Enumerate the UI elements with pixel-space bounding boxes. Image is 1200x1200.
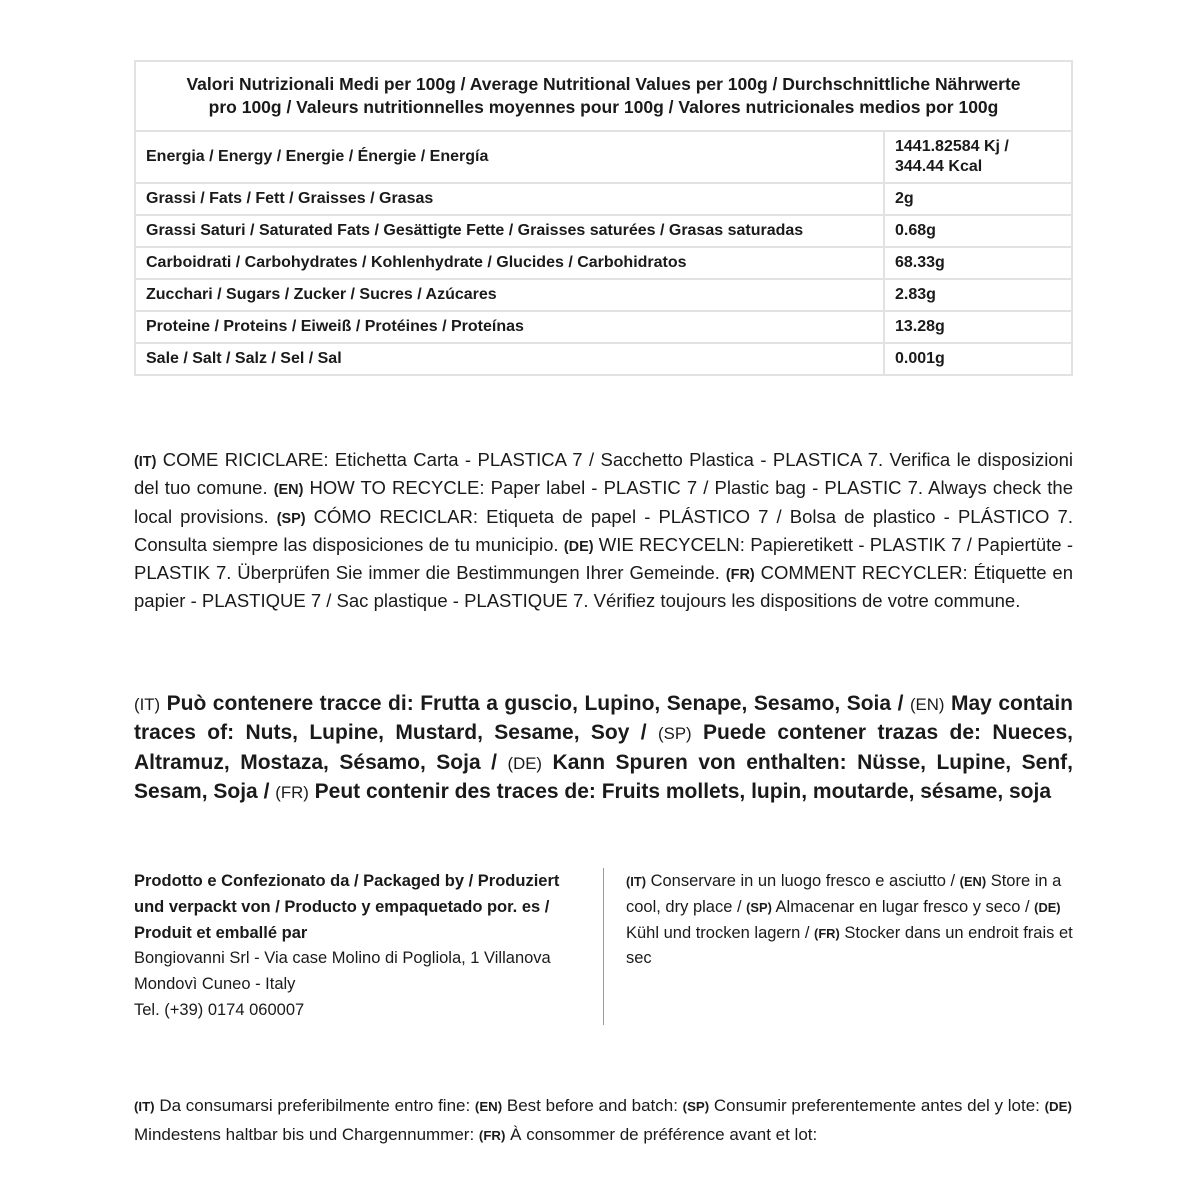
nutrient-value: 13.28g: [884, 311, 1072, 343]
nutrition-row-energy: [135, 131, 1072, 183]
packager-info: [134, 869, 579, 1024]
lang-tag: (FR): [725, 567, 755, 584]
storage-instructions: [626, 869, 1076, 972]
recycling-text-sp: CÓMO RECICLAR: Etiqueta de papel - PLÁSTICO 7 / Bolsa de plastico - PLÁSTICO 7. Consulta siempre las disposiciones de tu municipio.: [134, 505, 1073, 555]
nutrient-label: Energia / Energy / Energie / Énergie / Energía: [135, 131, 884, 183]
energy-kcal-value: 344.44 Kcal: [895, 158, 983, 175]
nutrient-value: 0.68g: [884, 215, 1072, 247]
best-before-info: [134, 1092, 1075, 1150]
best-before-text-de: Mindestens haltbar bis und Chargennummer:: [134, 1125, 479, 1144]
allergen-text-en: May contain traces of: Nuts, Lupine, Mustard, Sesame, Soy /: [134, 692, 1073, 745]
storage-text-sp: Almacenar en lugar fresco y seco /: [771, 897, 1035, 916]
recycling-text-de: WIE RECYCELN: Papieretikett - PLASTIK 7 / Papiertüte - PLASTIK 7. Überprüfen Sie immer die Bestimmungen Ihrer Gemeinde.: [134, 533, 1073, 584]
nutrient-value: 0.001g: [884, 343, 1072, 375]
lang-tag: (IT): [626, 874, 646, 889]
nutrition-row-fats: [135, 183, 1072, 215]
storage-text-de: Kühl und trocken lagern /: [626, 923, 815, 942]
lang-tag: (EN): [909, 695, 945, 714]
nutrient-label: Sale / Salt / Salz / Sel / Sal: [135, 343, 884, 375]
lang-tag: (DE): [1044, 1099, 1072, 1114]
nutrition-row-proteins: [135, 311, 1072, 343]
best-before-text-sp: Consumir preferentemente antes del y lote:: [709, 1096, 1045, 1115]
storage-text-fr: Stocker dans un endroit frais et sec: [626, 923, 1073, 968]
recycling-instructions: [134, 447, 1073, 614]
storage-text-it: Conservare in un luogo fresco e asciutto /: [646, 872, 960, 890]
nutrient-label: Grassi / Fats / Fett / Graisses / Grasas: [135, 183, 884, 215]
recycling-text-en: HOW TO RECYCLE: Paper label - PLASTIC 7 / Plastic bag - PLASTIC 7. Always check the local provisions.: [134, 477, 1074, 527]
allergen-text-de: Kann Spuren von enthalten: Nüsse, Lupine, Senf, Sesam, Soja /: [134, 750, 1073, 803]
allergen-warning: [134, 690, 1073, 807]
nutrition-table: [134, 60, 1073, 376]
packager-address-line-2: Mondovì Cuneo - Italy: [134, 975, 296, 994]
packager-address-line-1: Bongiovanni Srl - Via case Molino di Pogliola, 1 Villanova: [134, 949, 551, 968]
lang-tag: (FR): [275, 782, 309, 802]
nutrient-label: Zucchari / Sugars / Zucker / Sucres / Azúcares: [135, 279, 884, 311]
lang-tag: (IT): [134, 1099, 155, 1114]
lang-tag: (EN): [474, 1099, 503, 1114]
nutrition-title-line-1: Valori Nutrizionali Medi per 100g / Average Nutritional Values per 100g / Durchschnittliche Nährwerte: [186, 74, 1021, 94]
nutrition-row-saturated-fats: [135, 215, 1072, 247]
lang-tag: (IT): [134, 695, 161, 714]
allergen-text-sp: Puede contener trazas de: Nueces, Altramuz, Mostaza, Sésamo, Soja /: [134, 721, 1073, 774]
nutrition-row-salt: [135, 343, 1072, 375]
nutrition-table-header-row: [135, 61, 1072, 131]
nutrient-label: Grassi Saturi / Saturated Fats / Gesättigte Fette / Graisses saturées / Grasas saturadas: [135, 215, 884, 247]
packager-phone: Tel. (+39) 0174 060007: [134, 1000, 305, 1019]
allergen-text-it: Può contenere tracce di: Frutta a guscio, Lupino, Senape, Sesamo, Soia /: [160, 692, 910, 715]
lang-tag: (SP): [682, 1099, 710, 1114]
lang-tag: (FR): [478, 1128, 506, 1143]
nutrient-label: Proteine / Proteins / Eiweiß / Protéines / Proteínas: [135, 311, 884, 343]
nutrition-title-line-2: pro 100g / Valeurs nutritionnelles moyennes pour 100g / Valores nutricionales medios por 100g: [208, 97, 999, 117]
lang-tag: (DE): [1034, 899, 1061, 915]
column-divider: [603, 868, 604, 1025]
storage-text-en: Store in a cool, dry place /: [626, 872, 1062, 916]
recycling-text-it: COME RICICLARE: Etichetta Carta - PLASTICA 7 / Sacchetto Plastica - PLASTICA 7. Verifica le disposizioni del tuo comune.: [134, 449, 1073, 499]
nutrition-table-title: [135, 61, 1072, 131]
nutrient-value: 2g: [884, 183, 1072, 215]
nutrient-label: Carboidrati / Carbohydrates / Kohlenhydrate / Glucides / Carbohidratos: [135, 247, 884, 279]
best-before-text-fr: À consommer de préférence avant et lot:: [505, 1125, 818, 1144]
nutrient-value: 68.33g: [884, 247, 1072, 279]
allergen-text-fr: Peut contenir des traces de: Fruits mollets, lupin, moutarde, sésame, soja: [308, 779, 1052, 803]
lang-tag: (SP): [276, 510, 306, 527]
best-before-text-en: Best before and batch:: [502, 1096, 683, 1115]
best-before-text-it: Da consumarsi preferibilmente entro fine:: [154, 1096, 475, 1115]
nutrient-value: [884, 131, 1072, 183]
lang-tag: (SP): [658, 724, 692, 744]
nutrient-value: 2.83g: [884, 279, 1072, 311]
nutrition-row-carbohydrates: [135, 247, 1072, 279]
packager-heading: Prodotto e Confezionato da / Packaged by / Produziert und verpackt von / Producto y empaquetado por. es / Produit et emballé par: [134, 872, 560, 942]
lang-tag: (DE): [507, 753, 543, 773]
nutrition-row-sugars: [135, 279, 1072, 311]
lang-tag: (EN): [273, 482, 304, 499]
lang-tag: (SP): [746, 899, 772, 915]
lang-tag: (FR): [814, 925, 840, 941]
lang-tag: (EN): [959, 874, 987, 889]
lang-tag: (IT): [134, 454, 157, 470]
recycling-text-fr: COMMENT RECYCLER: Étiquette en papier - PLASTIQUE 7 / Sac plastique - PLASTIQUE 7. Vérifiez toujours les dispositions de votre commune.: [134, 562, 1074, 612]
energy-kj-value: 1441.82584 Kj /: [895, 138, 1009, 155]
lang-tag: (DE): [563, 538, 594, 555]
